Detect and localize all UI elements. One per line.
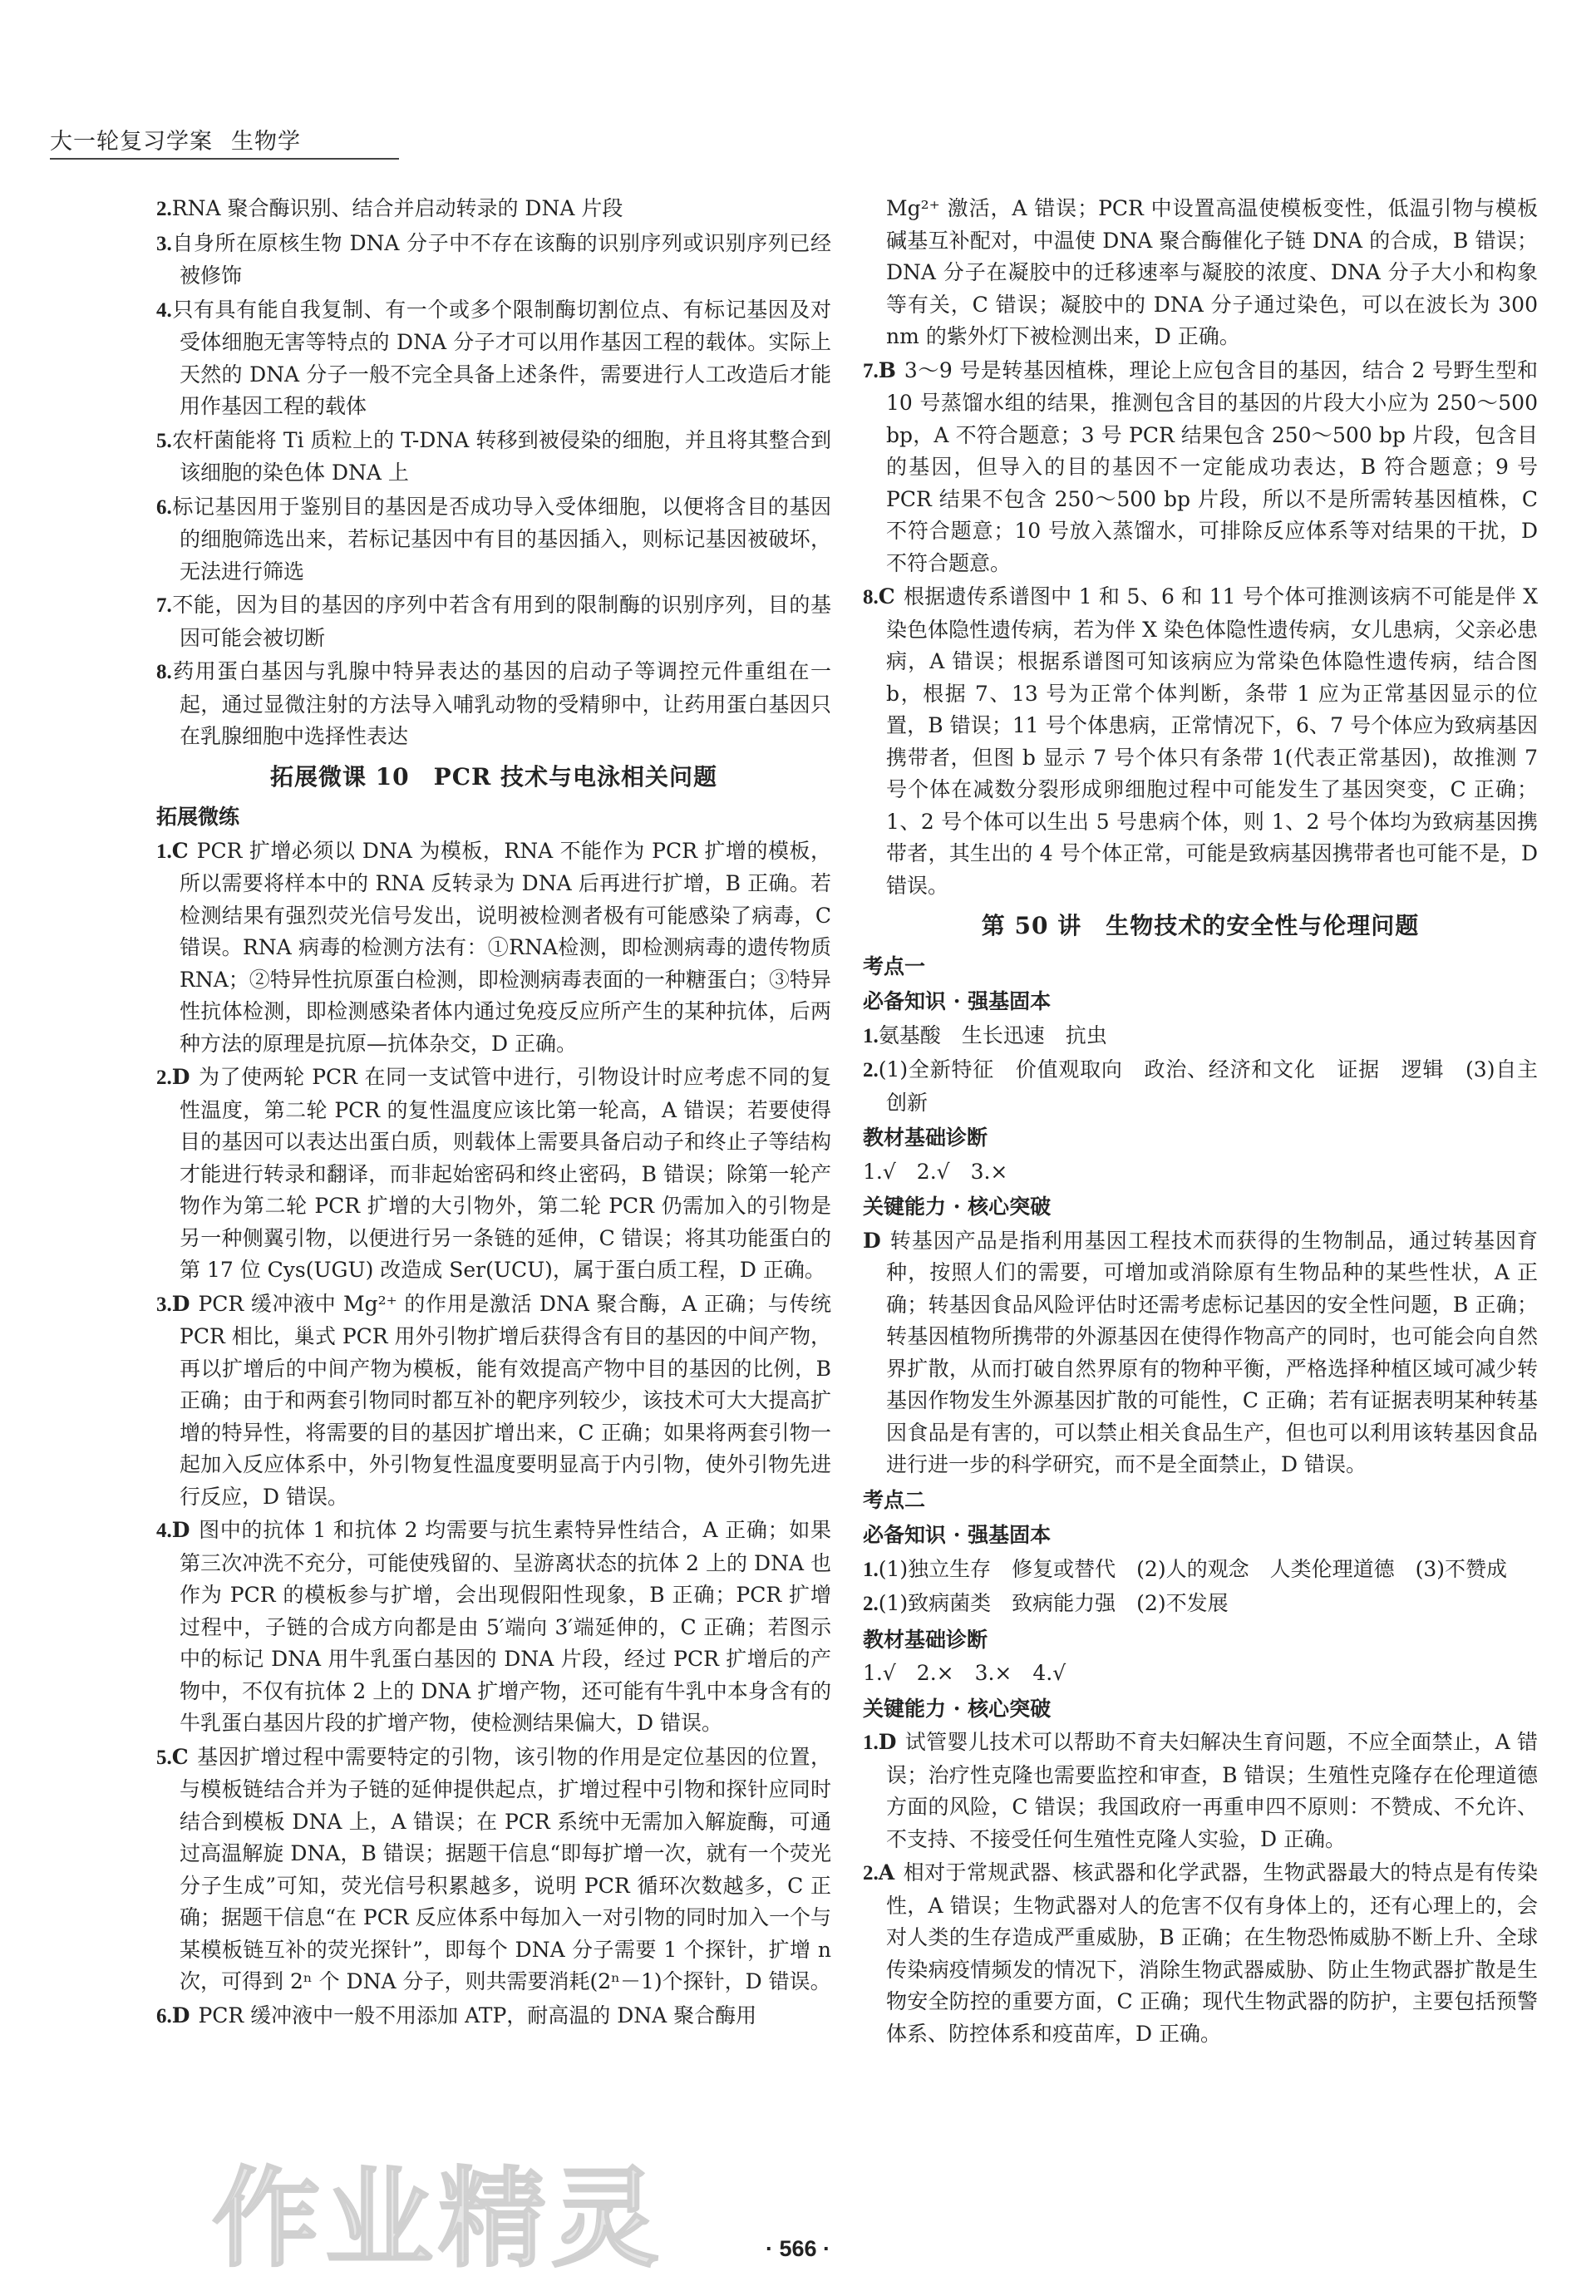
list-item: 4.只有具有能自我复制、有一个或多个限制酶切割位点、有标记基因及对受体细胞无害等特点的 DNA 分子才可以用作基因工程的载体。实际上天然的 DNA 分子一般不完全具备上述条件，需要进行人工改造后才能用作基因工程的载体 <box>156 297 831 418</box>
subject-label: 生物学 <box>231 129 301 155</box>
watermark-logo: 作业精灵 <box>212 2156 665 2282</box>
subheading: 教材基础诊断 <box>863 1126 988 1150</box>
subheading: 拓展微练 <box>156 805 240 829</box>
answer-item: 5.C 基因扩增过程中需要特定的引物，该引物的作用是定位基因的位置，与模板链结合并为子链的延伸提供起点，扩增过程中引物和探针应同时结合到模板 DNA 上，A 错误；在 PCR 系统中无需加入解旋酶，可通过高温解旋 DNA，B 错误；据题干信息“即每扩增一次，就有一个荧光分子生成”可知，荧光信号积累越多，说明 PCR 循环次数越多，C 正确；据题干信息“在 PCR 反应体系中每加入一对引物的同时加入一个与某模板链互补的荧光探针”，即每个 DNA 分子需要 1 个探针，扩增 n 次，可得到 2ⁿ 个 DNA 分子，则共需要消耗(2ⁿ－1)个探针，D 错误。 <box>156 1744 831 1993</box>
list-item: 6.标记基因用于鉴别目的基因是否成功导入受体细胞，以便将含目的基因的细胞筛选出来，若标记基因中有目的基因插入，则标记基因被破坏，无法进行筛选 <box>156 494 831 584</box>
answer-item: 1.D 试管婴儿技术可以帮助不育夫妇解决生育问题，不应全面禁止，A 错误；治疗性克隆也需要监控和审查，B 错误；生殖性克隆存在伦理道德方面的风险，C 错误；我国政府一再重申四不原则：不赞成、不允许、不支持、不接受任何生殖性克隆人实验，D 正确。 <box>863 1730 1538 1851</box>
list-item: 7.不能，因为目的基因的序列中若含有用到的限制酶的识别序列，目的基因可能会被切断 <box>156 593 831 650</box>
list-item: 8.药用蛋白基因与乳腺中特异表达的基因的启动子等调控元件重组在一起，通过显微注射的方法导入哺乳动物的受精卵中，让药用蛋白基因只在乳腺细胞中选择性表达 <box>156 659 831 748</box>
list-item: 1.(1)独立生存 修复或替代 (2)人的观念 人类伦理道德 (3)不赞成 <box>863 1556 1507 1581</box>
diagnosis-answers: 1.√ 2.√ 3.× <box>863 1159 1008 1184</box>
answer-item: 2.A 相对于常规武器、核武器和化学武器，生物武器最大的特点是有传染性，A 错误；生物武器对人的危害不仅有身体上的，还有心理上的，会对人类的生存造成严重威胁，B 正确；在生物恐怖威胁不断上升、全球传染病疫情频发的情况下，消除生物武器威胁、防止生物武器扩散是生物安全防控的重要方面，C 正确；现代生物武器的防护，主要包括预警体系、防控体系和疫苗库，D 正确。 <box>863 1860 1538 2046</box>
subheading: 教材基础诊断 <box>863 1627 988 1652</box>
list-item: 3.自身所在原核生物 DNA 分子中不存在该酶的识别序列或识别序列已经被修饰 <box>156 230 831 288</box>
topic-heading: 考点二 <box>863 1487 926 1512</box>
answer-item: 6.D PCR 缓冲液中一般不用添加 ATP，耐高温的 DNA 聚合酶用 <box>156 2003 757 2027</box>
list-item: 5.农杆菌能将 Ti 质粒上的 T-DNA 转移到被侵染的细胞，并且将其整合到该细胞的染色体 DNA 上 <box>156 427 831 485</box>
continued-text: Mg²⁺ 激活，A 错误；PCR 中设置高温使模板变性，低温引物与模板碱基互补配对，中温使 DNA 聚合酶催化子链 DNA 的合成，B 错误；DNA 分子在凝胶中的迁移速率与凝胶的浓度、DNA 分子大小和构象等有关，C 错误；凝胶中的 DNA 分子通过染色，可以在波长为 300 nm 的紫外灯下被检测出来，D 正确。 <box>886 196 1538 348</box>
topic-heading: 考点一 <box>863 953 926 978</box>
answer-item: 1.C PCR 扩增必须以 DNA 为模板，RNA 不能作为 PCR 扩增的模板，所以需要将样本中的 RNA 反转录为 DNA 后再进行扩增，B 正确。若检测结果有强烈荧光信号发出，说明被检测者极有可能感染了病毒，C 错误。RNA 病毒的检测方法有：①RNA检测，即检测病毒的遗传物质 RNA；②特异性抗原蛋白检测，即检测病毒表面的一种糖蛋白；③特异性抗体检测，即检测感染者体内通过免疫反应所产生的某种抗体，后两种方法的原理是抗原—抗体杂交，D 正确。 <box>156 838 831 1056</box>
header-rule <box>50 158 399 160</box>
book-title: 大一轮复习学案 <box>50 129 213 155</box>
subheading: 必备知识 · 强基固本 <box>863 989 1052 1013</box>
answer-item: 2.D 为了使两轮 PCR 在同一支试管中进行，引物设计时应考虑不同的复性温度，第二轮 PCR 的复性温度应该比第一轮高，A 错误；若要使得目的基因可以表达出蛋白质，则载体上需要具备启动子和终止子等结构才能进行转录和翻译，而非起始密码和终止密码，B 错误；除第一轮产物作为第二轮 PCR 扩增的大引物外，第二轮 PCR 仍需加入的引物是另一种侧翼引物，以便进行另一条链的延伸，C 错误；将其功能蛋白的第 17 位 Cys(UGU) 改造成 Ser(UCU)，属于蛋白质工程，D 正确。 <box>156 1065 831 1282</box>
answer-item: 4.D 图中的抗体 1 和抗体 2 均需要与抗生素特异性结合，A 正确；如果第三次冲洗不充分，可能使残留的、呈游离状态的抗体 2 上的 DNA 也作为 PCR 的模板参与扩增，会出现假阳性现象，B 正确；PCR 扩增过程中，子链的合成方向都是由 5′端向 3′端延伸的，C 正确；若图示中的标记 DNA 用牛乳蛋白基因的 DNA 片段，经过 PCR 扩增后的产物中，不仅有抗体 2 上的 DNA 扩增产物，还可能有牛乳中本身含有的牛乳蛋白基因片段的扩增产物，使检测结果偏大，D 错误。 <box>156 1518 831 1735</box>
right-column <box>863 193 1538 2052</box>
answer-item: 3.D PCR 缓冲液中 Mg²⁺ 的作用是激活 DNA 聚合酶，A 正确；与传统 PCR 相比，巢式 PCR 用外引物扩增后获得含有目的基因的中间产物，再以扩增后的中间产物为模板，能有效提高产物中目的基因的比例，B 正确；由于和两套引物同时都互补的靶序列较少，该技术可大大提高扩增的特异性，将需要的目的基因扩增出来，C 正确；如果将两套引物一起加入反应体系中，外引物复性温度要明显高于内引物，使外引物先进行反应，D 错误。 <box>156 1291 831 1509</box>
list-item: 2.(1)致病菌类 致病能力强 (2)不发展 <box>863 1591 1229 1615</box>
section-title: 拓展微课 10 PCR 技术与电泳相关问题 <box>269 762 718 791</box>
page-number: · 566 · <box>765 2236 831 2261</box>
diagnosis-answers: 1.√ 2.× 3.× 4.√ <box>863 1661 1066 1685</box>
list-item: 2.(1)全新特征 价值观取向 政治、经济和文化 证据 逻辑 (3)自主创新 <box>863 1057 1538 1115</box>
subheading: 关键能力 · 核心突破 <box>863 1195 1052 1219</box>
subheading: 关键能力 · 核心突破 <box>863 1696 1052 1721</box>
list-item: 1.氨基酸 生长迅速 抗虫 <box>863 1022 1107 1047</box>
subheading: 必备知识 · 强基固本 <box>863 1523 1052 1547</box>
answer-item: D 转基因产品是指利用基因工程技术而获得的生物制品，通过转基因育种，按照人们的需要，可增加或消除原有生物品种的某些性状，A 正确；转基因食品风险评估时还需考虑标记基因的安全性问题，B 正确；转基因植物所携带的外源基因在使得作物高产的同时，也可能会向自然界扩散，从而打破自然界原有的物种平衡，严格选择种植区域可减少转基因作物发生外源基因扩散的可能性，C 正确；若有证据表明某种转基因食品是有害的，可以禁止相关食品生产，但也可以利用该转基因食品进行进一步的科学研究，而不是全面禁止，D 错误。 <box>863 1228 1538 1476</box>
running-header <box>50 123 301 155</box>
answer-item: 7.B 3～9 号是转基因植株，理论上应包含目的基因，结合 2 号野生型和 10 号蒸馏水组的结果，推测包含目的基因的片段大小应为 250～500 bp，A 不符合题意；3 号 PCR 结果包含 250～500 bp 片段，包含目的基因，但导入的目的基因不一定能成功表达，B 符合题意；9 号 PCR 结果不包含 250～500 bp 片段，所以不是所需转基因植株，C 不符合题意；10 号放入蒸馏水，可排除反应体系等对结果的干扰，D 不符合题意。 <box>863 357 1538 575</box>
list-item: 2.RNA 聚合酶识别、结合并启动转录的 DNA 片段 <box>156 196 623 220</box>
answer-item: 8.C 根据遗传系谱图中 1 和 5、6 和 11 号个体可推测该病不可能是伴 X 染色体隐性遗传病，若为伴 X 染色体隐性遗传病，女儿患病，父亲必患病，A 错误；根据系谱图可知该病应为常染色体隐性遗传病，结合图 b，根据 7、13 号为正常个体判断，条带 1 应为正常基因显示的位置，B 错误；11 号个体患病，正常情况下，6、7 号个体应为致病基因携带者，但图 b 显示 7 号个体只有条带 1(代表正常基因)，故推测 7 号个体在减数分裂形成卵细胞过程中可能发生了基因突变，C 正确；1、2 号个体可以生出 5 号患病个体，则 1、2 号个体均为致病基因携带者，其生出的 4 号个体正常，可能是致病基因携带者也可能不是，D 错误。 <box>863 584 1538 898</box>
lecture-title: 第 50 讲 生物技术的安全性与伦理问题 <box>981 912 1420 939</box>
left-column <box>156 193 831 2034</box>
